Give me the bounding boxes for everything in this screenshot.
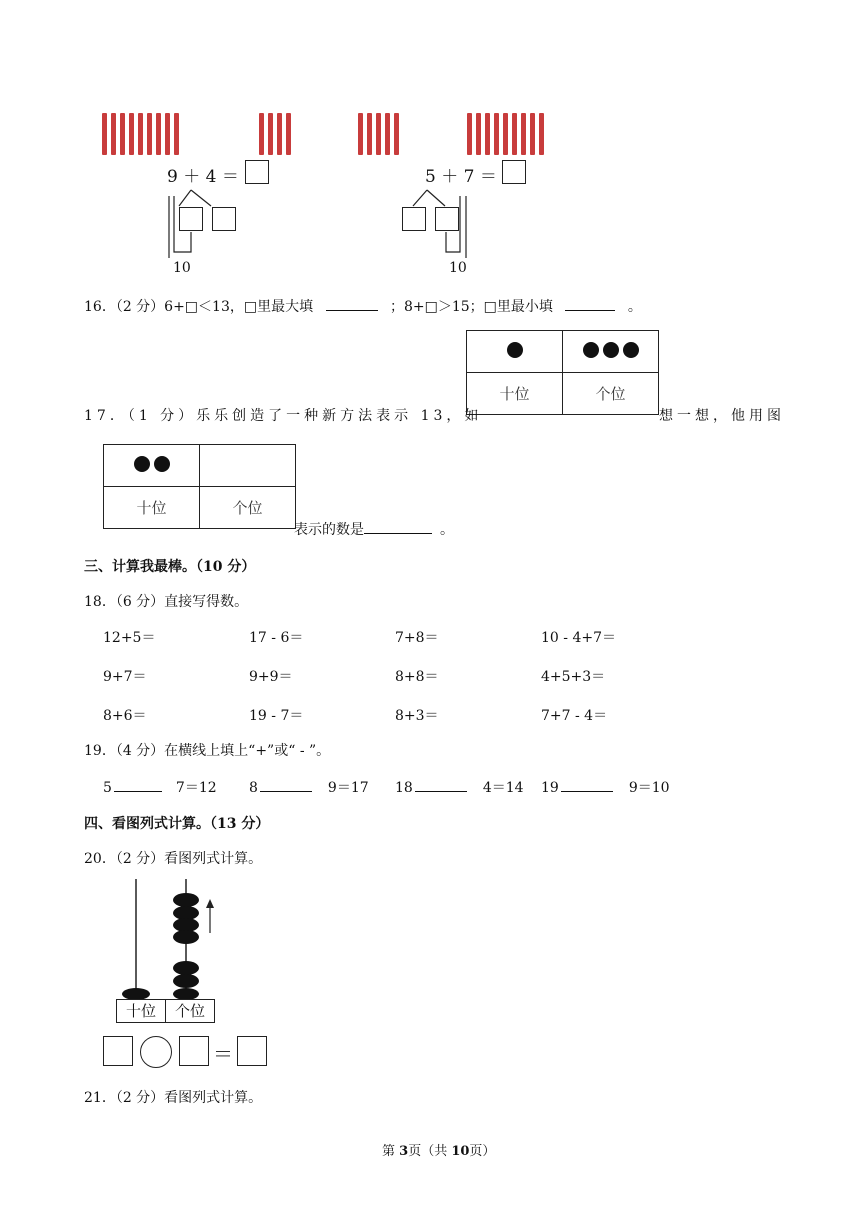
q18-item: 10 - 4+7＝: [541, 630, 616, 646]
q18-item: 9+9＝: [249, 669, 293, 685]
split-box[interactable]: [212, 207, 236, 231]
q16-end: 。: [627, 299, 642, 315]
q18-item: 7+7 - 4＝: [541, 708, 608, 724]
q17-end: 。: [440, 522, 454, 538]
tens-label: 十位: [116, 999, 166, 1023]
stick-bundle-nine: [467, 113, 544, 155]
q18-item: 12+5＝: [103, 630, 156, 646]
q18-item: 8+8＝: [395, 669, 439, 685]
ones-label: 个位: [166, 999, 215, 1023]
q18-item: 19 - 7＝: [249, 708, 304, 724]
equals-sign: ＝: [213, 1042, 233, 1066]
section-3-heading: 三、计算我最棒。（10 分）: [84, 559, 256, 575]
answer-box[interactable]: [245, 160, 269, 184]
q18-item: 17 - 6＝: [249, 630, 304, 646]
q17-answer-line: [294, 519, 454, 539]
q18-title: 18．（6 分）直接写得数。: [84, 594, 249, 610]
page-number: 3: [399, 1144, 409, 1159]
page-footer: 第 3页（共 10页）: [382, 1144, 496, 1159]
tens-dots: [104, 445, 200, 487]
q17-after: 表示的数是: [294, 522, 364, 538]
q19-blank[interactable]: [260, 777, 312, 792]
q16-blank-2[interactable]: [565, 296, 615, 311]
q15-equation-1: 9 ＋ 4 ＝: [167, 167, 239, 187]
q20-title: 20．（2 分）看图列式计算。: [84, 851, 263, 867]
section-4-heading: 四、看图列式计算。（13 分）: [84, 816, 270, 832]
q19-item: 19 9＝10: [541, 777, 670, 797]
q18-item: 9+7＝: [103, 669, 147, 685]
answer-box[interactable]: [502, 160, 526, 184]
q21-title: 21．（2 分）看图列式计算。: [84, 1090, 263, 1106]
q16-prefix: 16．（2 分）6+□＜13，□里最大填: [84, 299, 314, 315]
stick-bundle-five: [358, 113, 399, 155]
q18-item: 7+8＝: [395, 630, 439, 646]
q17-suffix: 想一想，他用图: [659, 408, 785, 424]
tens-dots: [467, 331, 563, 373]
q15-equation-2: 5 ＋ 7 ＝: [425, 167, 497, 187]
q17-blank[interactable]: [364, 519, 432, 534]
ten-label: 10: [449, 260, 467, 276]
answer-box[interactable]: [179, 1036, 209, 1066]
q19-item: 5 7＝12: [103, 777, 217, 797]
q16-line: [84, 296, 642, 316]
tens-label: 十位: [467, 373, 563, 415]
stick-bundle-four: [259, 113, 291, 155]
answer-box[interactable]: [103, 1036, 133, 1066]
stick-bundle-nine: [102, 113, 179, 155]
answer-box[interactable]: [237, 1036, 267, 1066]
page-total: 10: [451, 1144, 470, 1159]
q19-blank[interactable]: [114, 777, 162, 792]
split-box[interactable]: [435, 207, 459, 231]
q16-blank-1[interactable]: [326, 296, 378, 311]
q19-blank[interactable]: [561, 777, 613, 792]
split-box[interactable]: [179, 207, 203, 231]
q19-item: 18 4＝14: [395, 777, 524, 797]
ones-label: 个位: [200, 487, 296, 529]
abacus-figure: [110, 875, 250, 1010]
ten-label: 10: [173, 260, 191, 276]
q18-item: 4+5+3＝: [541, 669, 606, 685]
ones-dots: [200, 445, 296, 487]
q18-item: 8+6＝: [103, 708, 147, 724]
abacus-labels: [116, 999, 215, 1023]
q18-item: 8+3＝: [395, 708, 439, 724]
ones-label: 个位: [563, 373, 659, 415]
q19-item: 8 9＝17: [249, 777, 369, 797]
ones-dots: [563, 331, 659, 373]
q19-title: 19．（4 分）在横线上填上“+”或“ - ”。: [84, 743, 331, 759]
q17-prefix: 17．（1 分）乐乐创造了一种新方法表示 13，如: [84, 408, 483, 424]
q16-mid: ；8+□＞15；□里最小填: [390, 299, 553, 315]
split-box[interactable]: [402, 207, 426, 231]
tens-label: 十位: [104, 487, 200, 529]
place-value-chart-example: [466, 330, 659, 415]
place-value-chart-question: [103, 444, 296, 529]
operator-circle[interactable]: [140, 1036, 172, 1068]
q19-blank[interactable]: [415, 777, 467, 792]
